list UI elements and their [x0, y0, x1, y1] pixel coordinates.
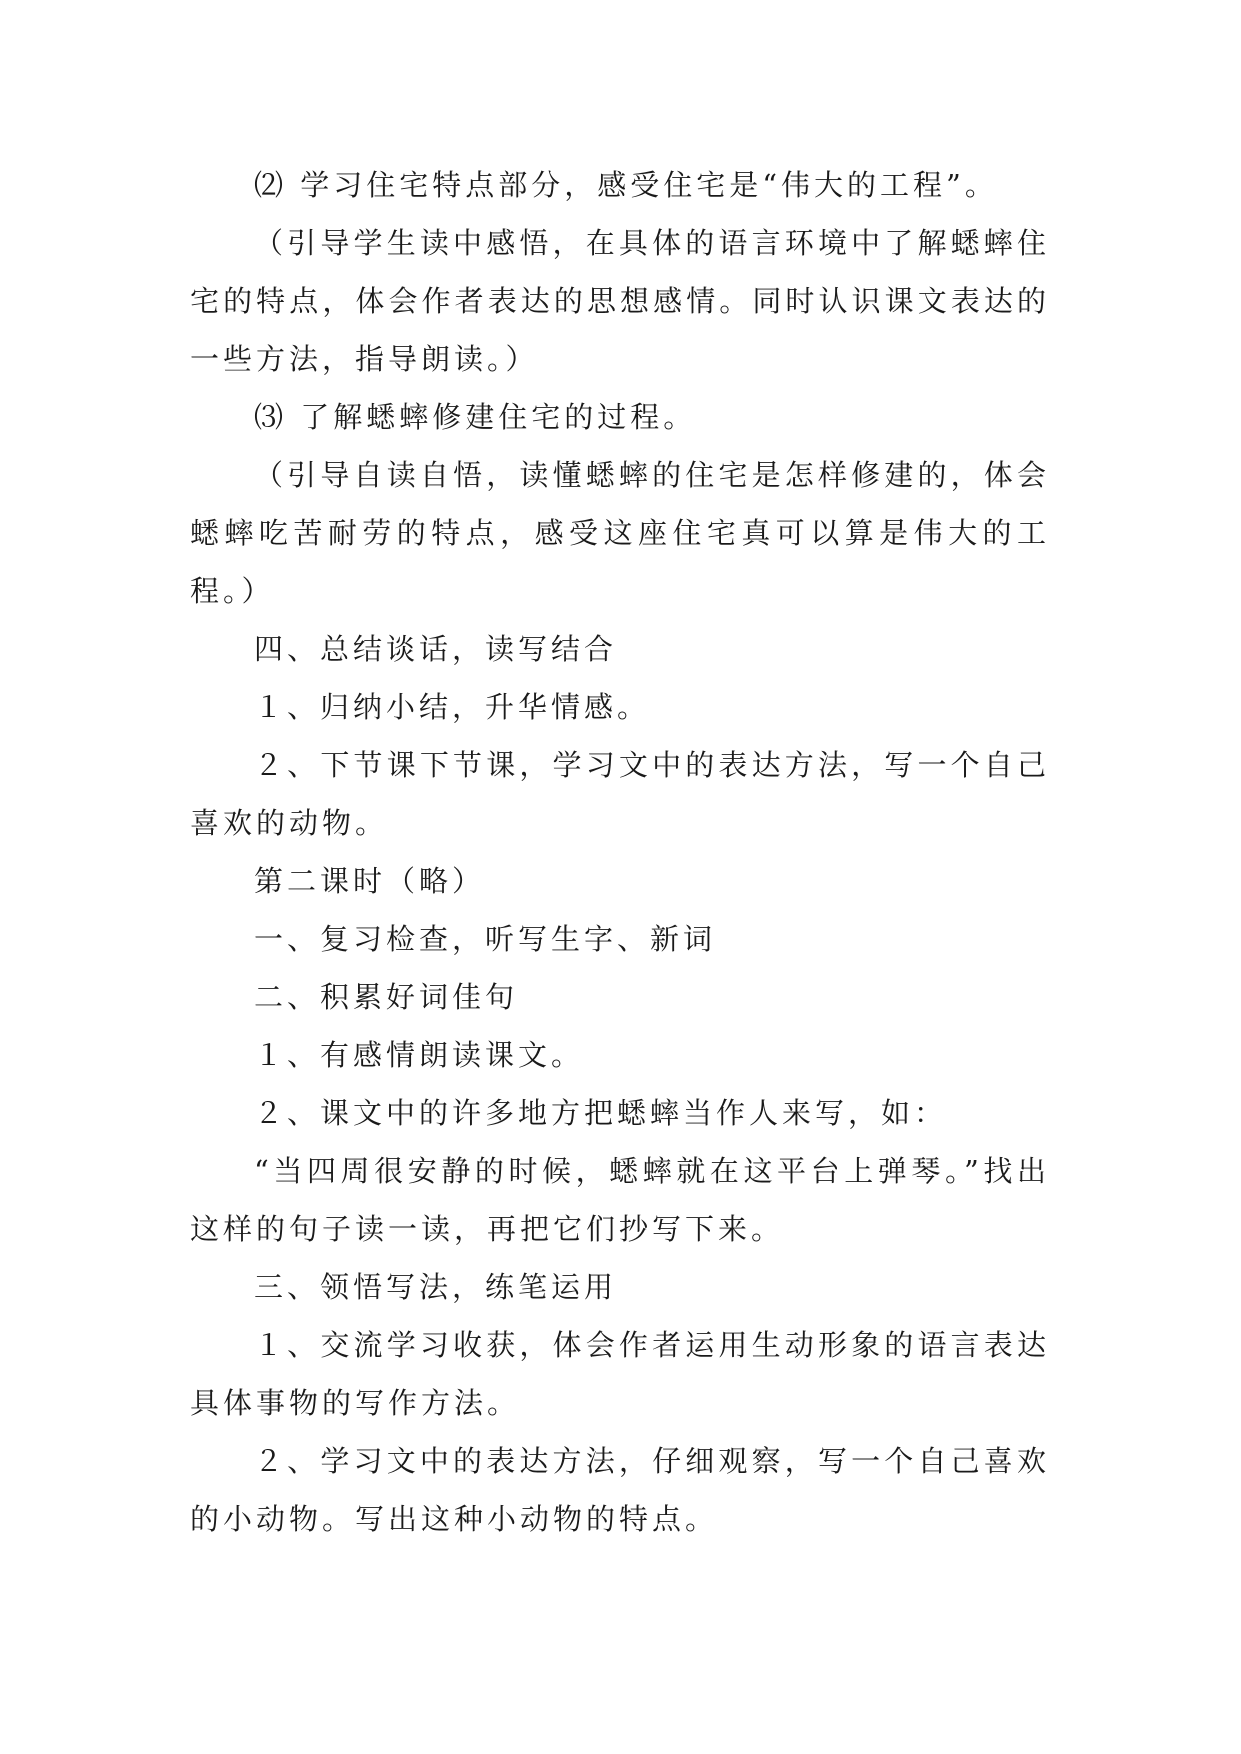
paragraph-12: ２、课文中的许多地方把蟋蟀当作人来写，如：	[254, 1096, 948, 1130]
paragraph-11: １、有感情朗读课文。	[254, 1038, 585, 1072]
paragraph-2: （引导学生读中感悟，在具体的语言环境中了解蟋蟀住宅的特点，体会作者表达的思想感情。同时认识课文表达的一些方法，指导朗读。）	[190, 226, 1050, 376]
paragraph-7: ２、下节课下节课，学习文中的表达方法，写一个自己喜欢的动物。	[190, 748, 1050, 840]
paragraph-8: 第二课时（略）	[254, 864, 486, 898]
paragraph-6: １、归纳小结，升华情感。	[254, 690, 651, 724]
paragraph-1: ⑵ 学习住宅特点部分，感受住宅是“伟大的工程”。	[254, 168, 998, 202]
paragraph-13: “当四周很安静的时候，蟋蟀就在这平台上弹琴。”找出这样的句子读一读，再把它们抄写下来。	[190, 1154, 1050, 1246]
paragraph-4: （引导自读自悟，读懂蟋蟀的住宅是怎样修建的，体会蟋蟀吃苦耐劳的特点，感受这座住宅真可以算是伟大的工程。）	[190, 458, 1050, 608]
paragraph-10: 二、积累好词佳句	[254, 980, 519, 1014]
paragraph-16: ２、学习文中的表达方法，仔细观察，写一个自己喜欢的小动物。写出这种小动物的特点。	[190, 1444, 1050, 1536]
paragraph-15: １、交流学习收获，体会作者运用生动形象的语言表达具体事物的写作方法。	[190, 1328, 1050, 1420]
paragraph-5: 四、总结谈话，读写结合	[254, 632, 618, 666]
paragraph-3: ⑶ 了解蟋蟀修建住宅的过程。	[254, 400, 697, 434]
paragraph-14: 三、领悟写法，练笔运用	[254, 1270, 618, 1304]
paragraph-9: 一、复习检查，听写生字、新词	[254, 922, 717, 956]
